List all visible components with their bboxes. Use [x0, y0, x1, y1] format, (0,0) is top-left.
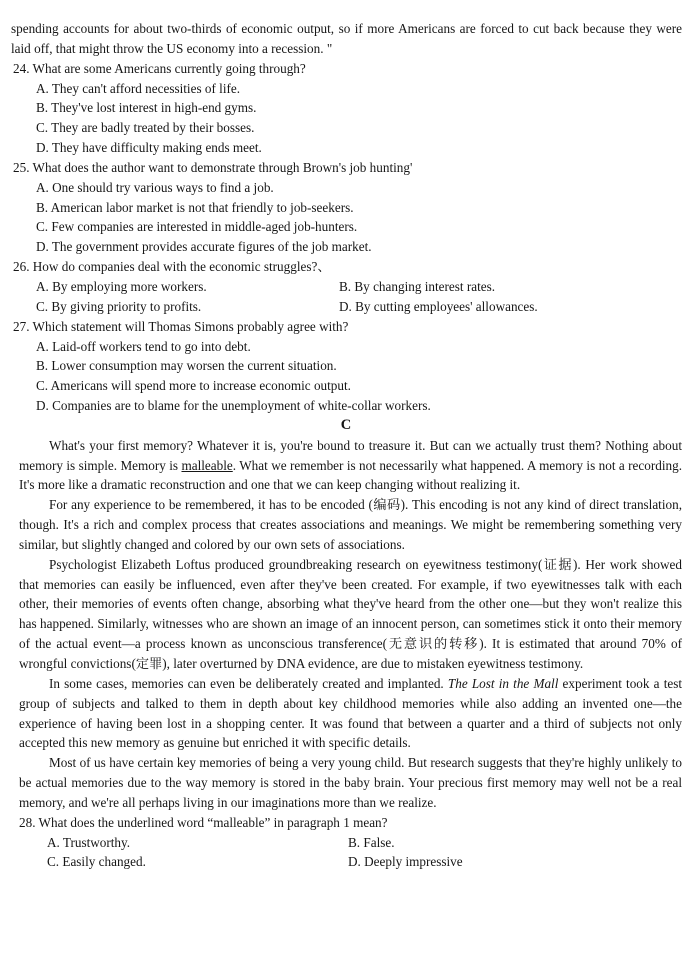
- passage-b-ending: spending accounts for about two-thirds of economic output, so if more Americans are forced to cut back because they were laid off, that might throw the US economy into a recession. ": [11, 21, 682, 56]
- question-stem: Which statement will Thomas Simons probably agree with?: [32, 318, 349, 334]
- experiment-title: The Lost in the Mall: [447, 675, 559, 691]
- question-number: 25.: [13, 159, 30, 175]
- question-number: 27.: [13, 318, 30, 334]
- question-24: [0, 59, 692, 158]
- question-stem: What are some Americans currently going through?: [32, 60, 306, 76]
- option-d: D. By cutting employees' allowances.: [339, 298, 538, 314]
- option-d: D. They have difficulty making ends meet.: [36, 140, 262, 156]
- option-b: B. By changing interest rates.: [339, 278, 496, 294]
- question-27: [0, 317, 692, 416]
- option-a: A. Trustworthy.: [47, 834, 131, 850]
- option-a: A. They can't afford necessities of life.: [36, 80, 241, 96]
- option-a: A. Laid-off workers tend to go into debt.: [36, 338, 251, 354]
- option-b: B. False.: [348, 834, 395, 850]
- paragraph-4: In some cases, memories can even be deliberately created and implanted. The Lost in the Mall experiment took a test group of subjects and talked to them in depth about key childhood memories while also adding an invented one—the experience of having been lost in a shopping center. It was found that between a quarter and a third of subjects not only accepted this new memory as genuine but enriched it with specific details.: [19, 675, 683, 751]
- option-c: C. Few companies are interested in middle-aged job-hunters.: [36, 219, 358, 235]
- option-b: B. Lower consumption may worsen the current situation.: [36, 358, 337, 374]
- option-b: B. They've lost interest in high-end gyms.: [36, 100, 257, 116]
- option-c: C. They are badly treated by their bosses.: [36, 120, 255, 136]
- underlined-word: malleable: [181, 457, 233, 473]
- option-c: C. By giving priority to profits.: [36, 298, 202, 314]
- paragraph-1: What's your first memory? Whatever it is, you're bound to treasure it. But can we actually trust them? Nothing about memory is simple. Memory is malleable. What we remember is not necessarily what happened. A memory is not a recording. It's more like a dramatic reconstruction and one that we can keep changing without realizing it.: [19, 437, 682, 493]
- option-a: A. One should try various ways to find a job.: [36, 179, 274, 195]
- question-number: 26.: [13, 259, 30, 275]
- question-number: 28.: [19, 814, 36, 830]
- section-heading: C: [340, 416, 352, 433]
- question-stem: How do companies deal with the economic struggles?、: [32, 259, 331, 275]
- question-stem: What does the author want to demonstrate through Brown's job hunting': [32, 159, 413, 175]
- paragraph-3: Psychologist Elizabeth Loftus produced groundbreaking research on eyewitness testimony(证据). Her work showed that memories can easily be influenced, even after they've been created. For example, if two eyewitnesses talk with each other, their memories of events often change, absorbing what they've heard from the other one—but they won't realize this has happened. Similarly, witnesses who are shown an image of an innocent person, can sometimes stick it onto their memory of the actual event—a process known as unconscious transference(无意识的转移). It is estimated that around 70% of wrongful convictions(定罪), later overturned by DNA evidence, are due to mistaken eyewitness testimony.: [19, 556, 682, 671]
- option-c: C. Americans will spend more to increase economic output.: [36, 378, 351, 394]
- option-c: C. Easily changed.: [47, 854, 146, 870]
- question-stem: What does the underlined word “malleable” in paragraph 1 mean?: [38, 814, 388, 830]
- option-d: D. The government provides accurate figures of the job market.: [36, 239, 372, 255]
- option-b: B. American labor market is not that friendly to job-seekers.: [36, 199, 354, 215]
- option-d: D. Deeply impressive: [348, 854, 463, 870]
- option-a: A. By employing more workers.: [36, 278, 207, 294]
- option-d: D. Companies are to blame for the unemployment of white-collar workers.: [36, 398, 431, 414]
- paragraph-5: Most of us have certain key memories of being a very young child. But research suggests that they're highly unlikely to be actual memories due to the way memory is stored in the baby brain. Your precious first memory may well not be a real memory, and we're all perhaps living in our imaginations more than we realize.: [19, 755, 682, 810]
- question-number: 24.: [13, 60, 30, 76]
- question-25: [0, 158, 692, 257]
- passage-c: [0, 436, 692, 813]
- question-26: [0, 257, 692, 317]
- question-28: [0, 813, 692, 873]
- paragraph-2: For any experience to be remembered, it has to be encoded (编码). This encoding is not any kind of direct translation, though. It's a rich and complex process that creates associations and meanings. We might be remembering something very similar, but slightly changed and colored by our own sets of associations.: [19, 497, 682, 552]
